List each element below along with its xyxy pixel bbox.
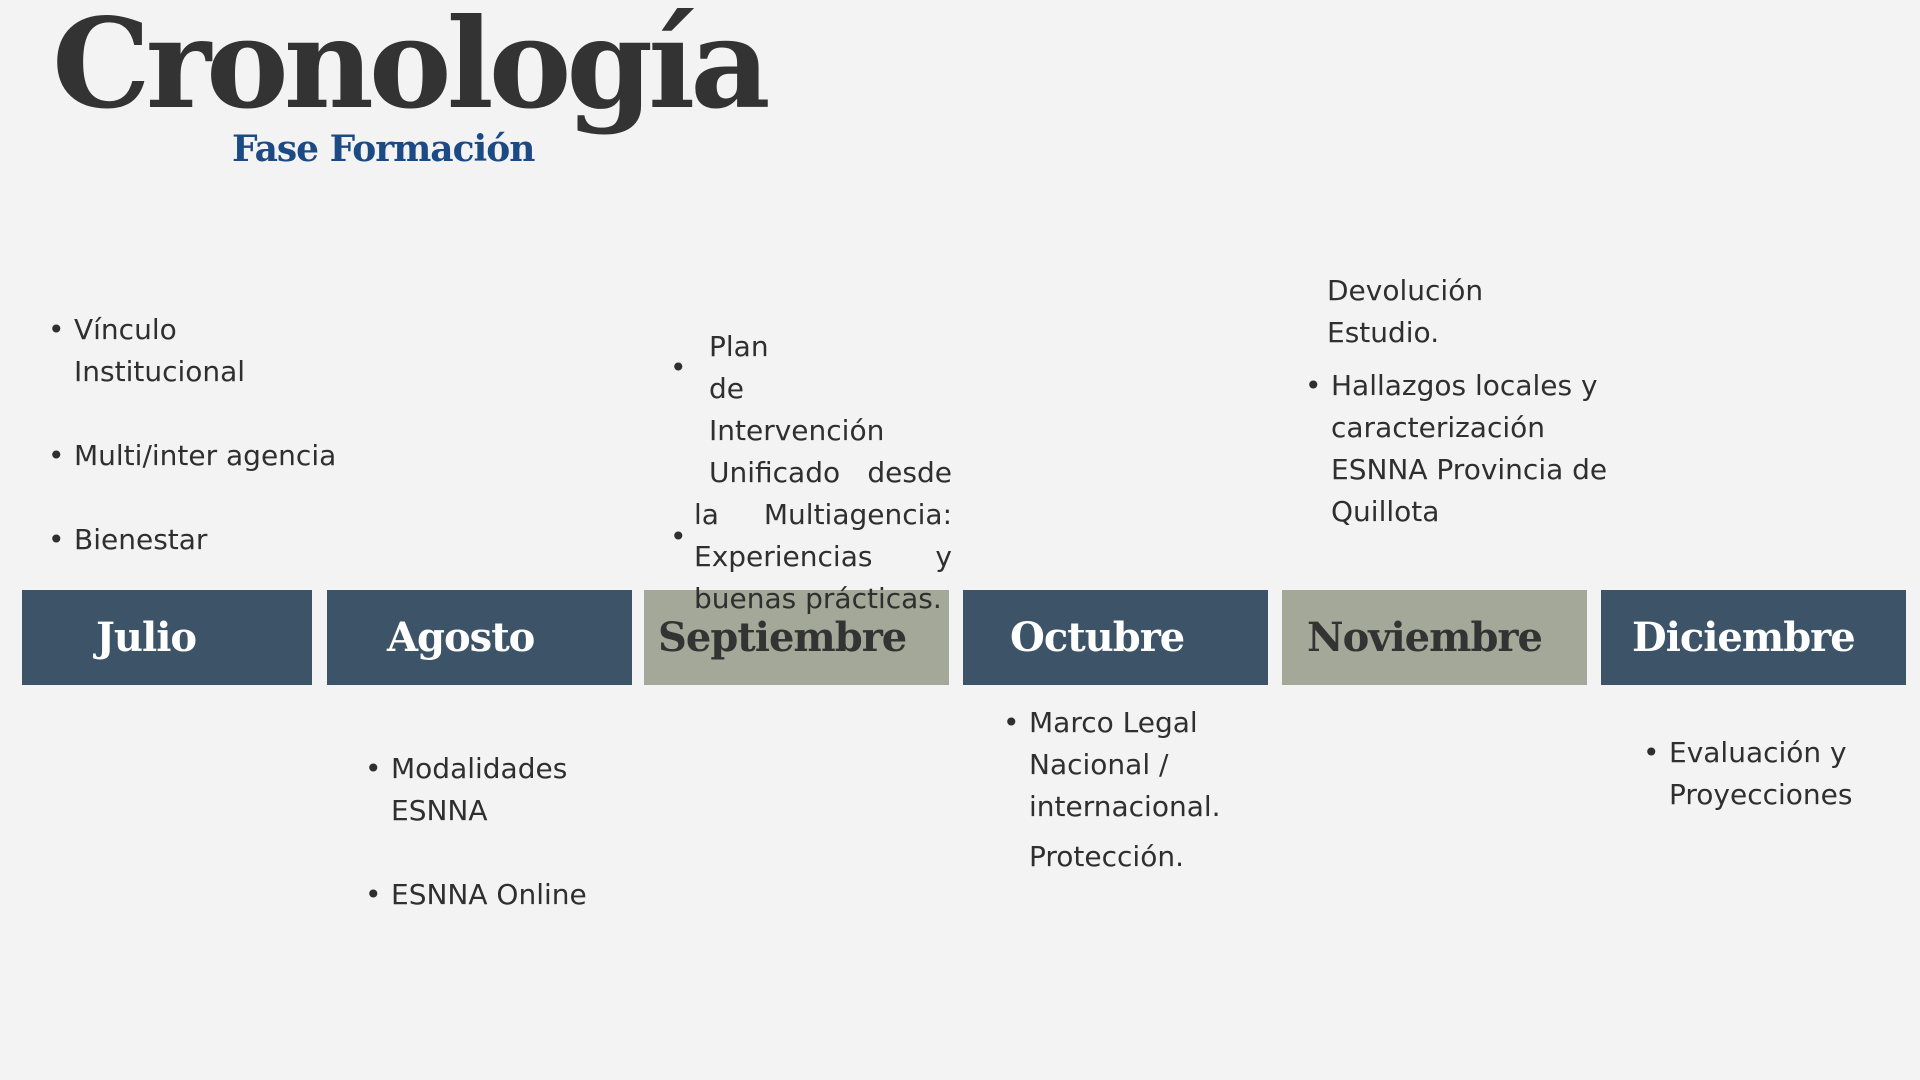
list-item [1003,702,1229,828]
septiembre-line: Experiencias y [694,540,952,573]
month-label: Noviembre [1307,614,1542,661]
list-item-text: Modalidades ESNNA [391,752,568,827]
month-noviembre [1282,590,1587,685]
list-item [1305,365,1611,533]
page-subtitle: Fase Formación [232,128,535,170]
month-label: Julio [96,614,197,661]
diciembre-notes [1643,732,1883,816]
month-label: Diciembre [1632,614,1855,661]
septiembre-line: Unificado desde [709,456,952,489]
noviembre-heading [1327,270,1527,354]
month-octubre [963,590,1268,685]
septiembre-line: la Multiagencia: [694,498,952,531]
noviembre-heading-line: Devolución [1327,274,1484,307]
list-item [48,519,378,561]
month-label: Agosto [387,614,535,661]
list-item [365,748,591,832]
julio-notes [48,309,378,561]
septiembre-notes [670,326,952,620]
month-diciembre [1601,590,1906,685]
list-item [1643,732,1869,816]
octubre-notes [1003,702,1243,878]
list-item-text: Marco Legal Nacional / internacional. [1029,706,1221,823]
septiembre-line: Plan de [709,330,769,405]
list-item-text: Vínculo Institucional [74,313,246,388]
month-julio [22,590,312,685]
bullet-icon: • [670,351,687,384]
list-item-text: Multi/inter agencia [74,439,337,472]
month-label: Septiembre [658,614,907,661]
month-agosto [327,590,632,685]
septiembre-line: Intervención [709,414,885,447]
list-item-text: ESNNA Online [391,878,587,911]
list-item-text: Protección. [1029,840,1184,873]
page-title: Cronología [52,0,766,137]
agosto-notes [365,748,625,916]
list-item-text: Hallazgos locales y caracterización ESNNA Provincia de Quillota [1331,369,1608,528]
list-item-text: Evaluación y Proyecciones [1669,736,1853,811]
bullet-icon: • [670,520,687,553]
list-item [48,435,378,477]
month-label: Octubre [1010,614,1185,661]
list-item [1003,836,1243,878]
list-item [48,309,264,393]
septiembre-line: buenas prácticas. [694,582,942,615]
noviembre-notes [1305,365,1608,533]
list-item-text: Bienestar [74,523,208,556]
noviembre-heading-line: Estudio. [1327,316,1440,349]
list-item [365,874,625,916]
